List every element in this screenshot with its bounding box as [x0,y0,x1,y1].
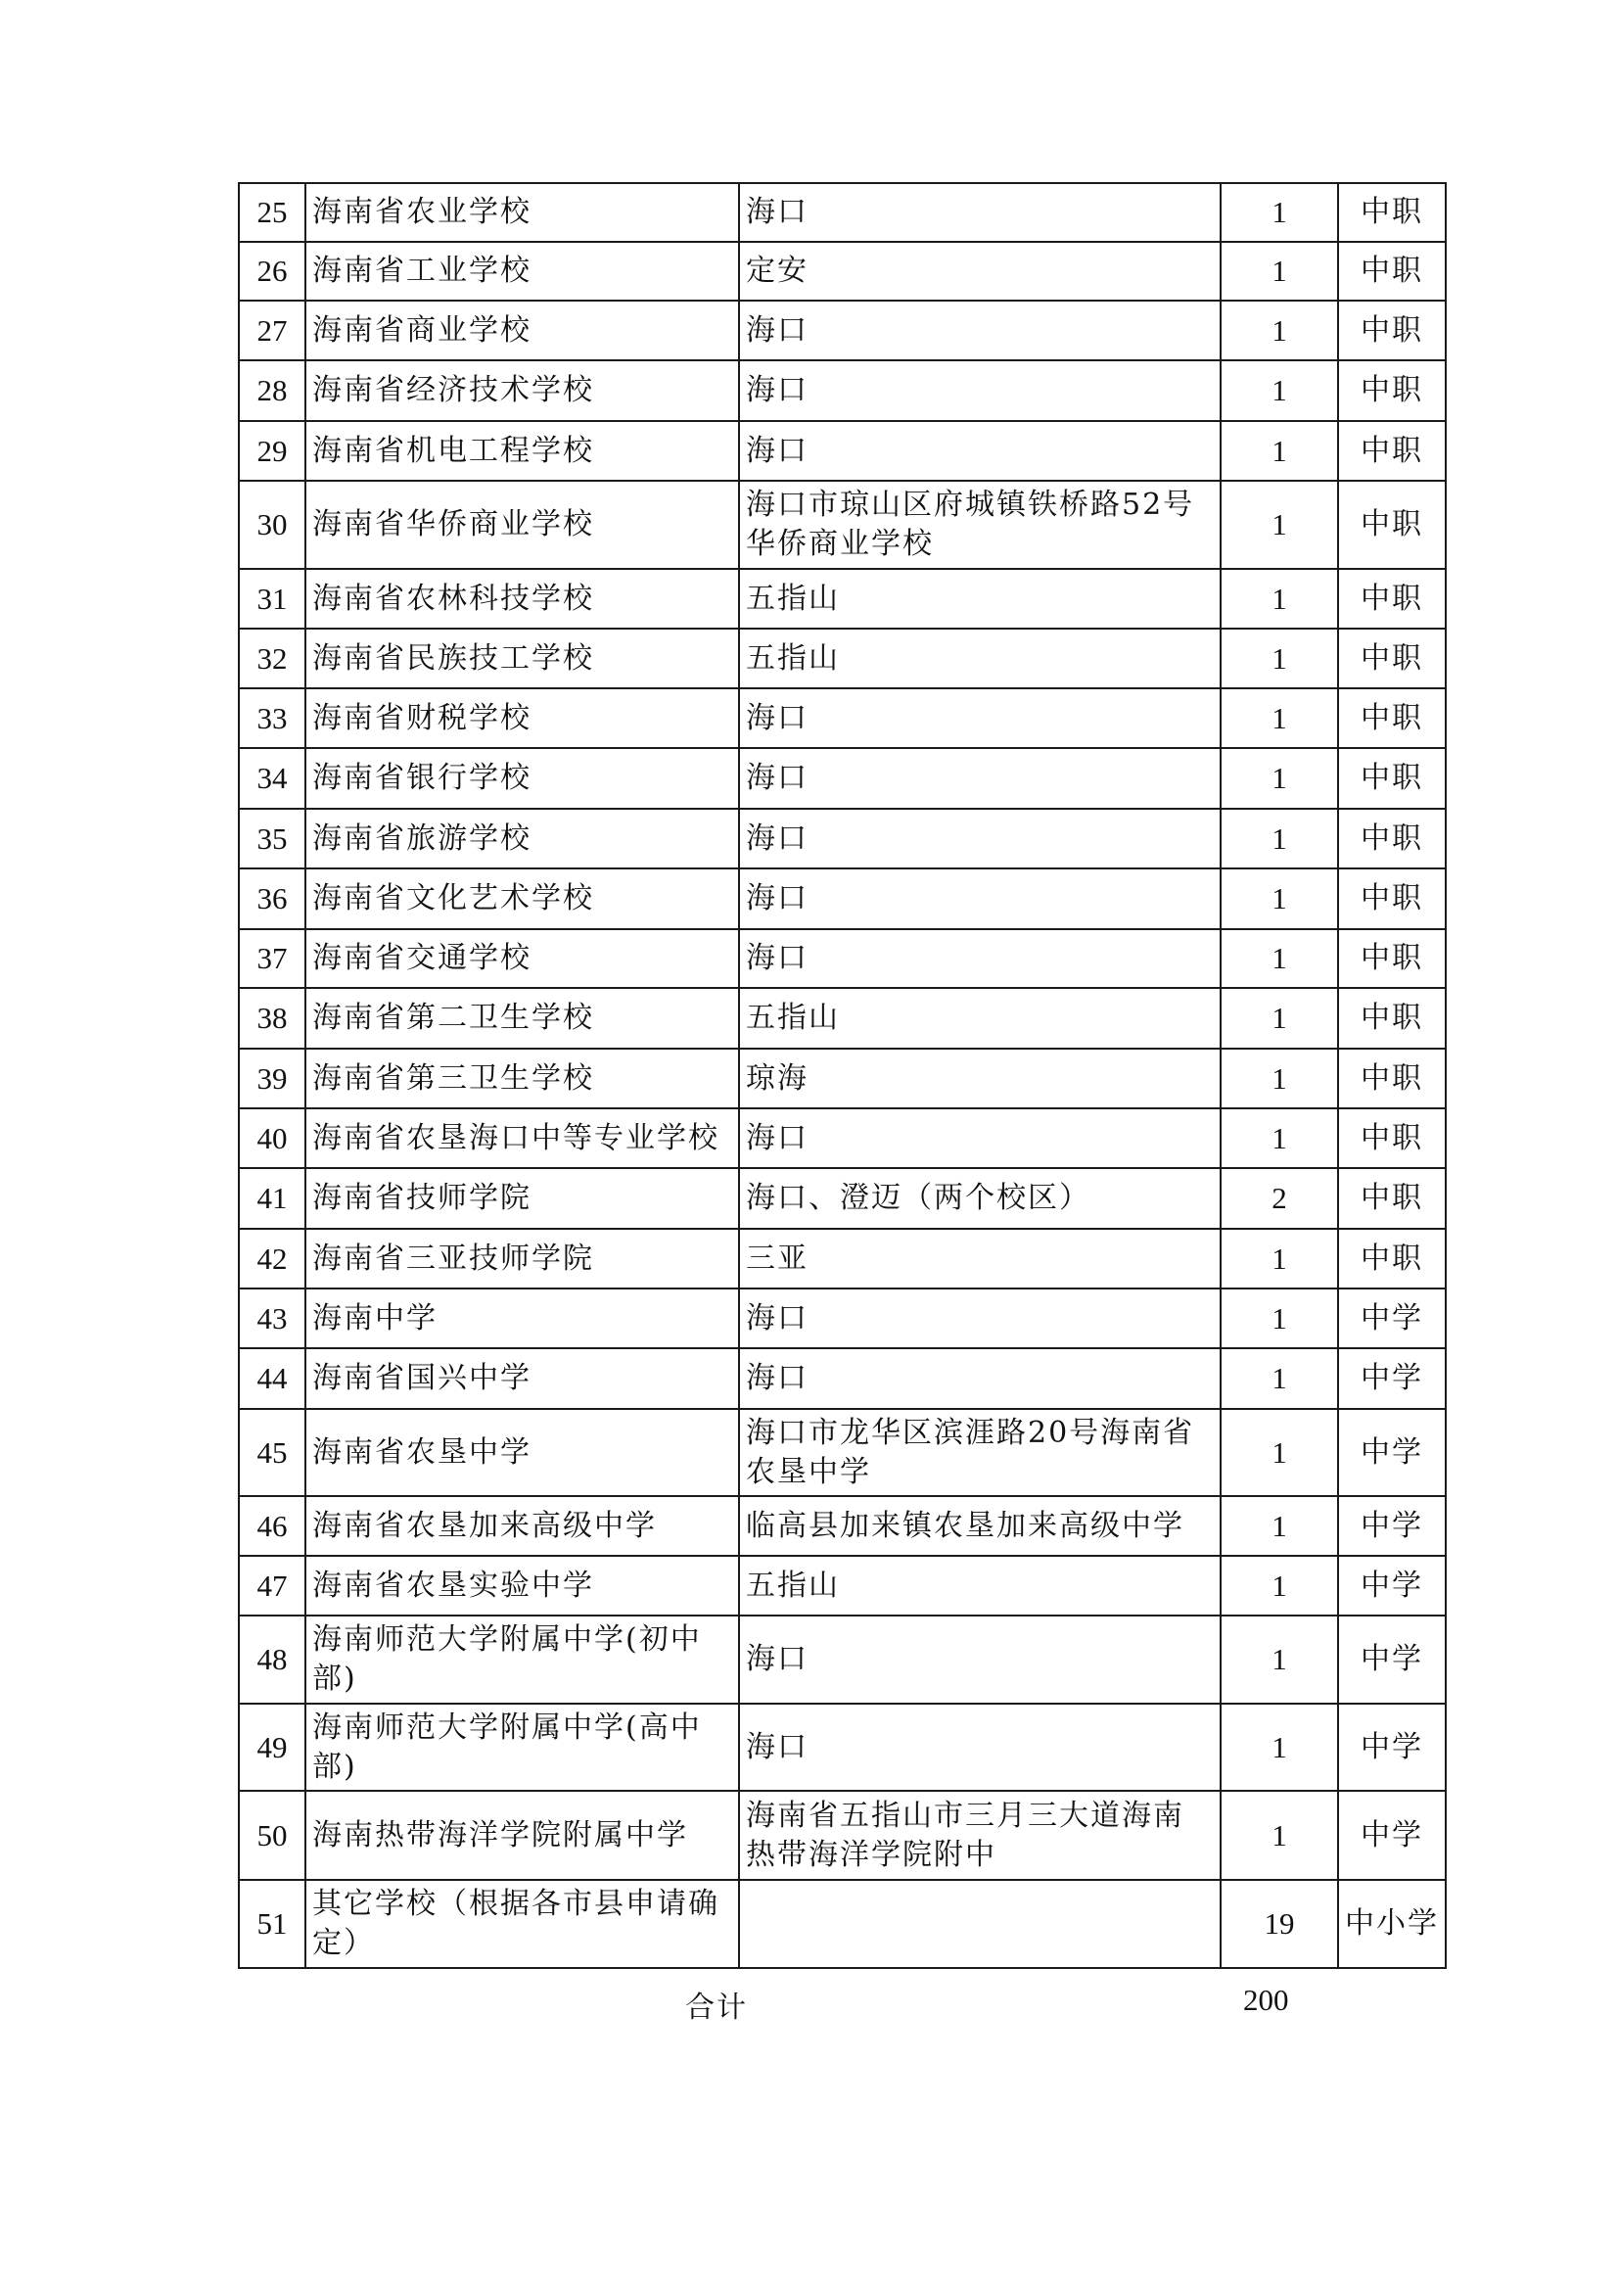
school-address-cell: 海口 [739,1108,1221,1168]
table-row [239,301,1446,360]
school-type-cell: 中职 [1338,809,1446,868]
school-type-cell: 中职 [1338,242,1446,301]
school-name-cell: 海南省国兴中学 [305,1348,739,1409]
quota-count-cell: 1 [1221,868,1338,929]
school-address-cell: 海口、澄迈（两个校区） [739,1168,1221,1229]
quota-count-cell: 1 [1221,301,1338,360]
row-number-cell: 43 [239,1289,305,1348]
school-name-cell: 海南省农垦海口中等专业学校 [305,1108,739,1168]
table-row [239,1168,1446,1229]
school-address-cell: 海口 [739,1616,1221,1704]
school-address-cell: 海口市龙华区滨涯路20号海南省农垦中学 [739,1409,1221,1496]
quota-count-cell: 1 [1221,688,1338,748]
school-address-cell [739,1880,1221,1968]
row-number-cell: 44 [239,1348,305,1409]
school-type-cell: 中学 [1338,1556,1446,1616]
school-name-cell: 其它学校（根据各市县申请确定） [305,1880,739,1968]
school-type-cell: 中学 [1338,1348,1446,1409]
school-name-cell: 海南省农垦加来高级中学 [305,1496,739,1556]
school-name-cell: 海南省财税学校 [305,688,739,748]
school-address-cell: 海口 [739,301,1221,360]
school-address-cell: 海口 [739,360,1221,421]
row-number-cell: 37 [239,929,305,988]
table-row [239,1108,1446,1168]
school-type-cell: 中职 [1338,1168,1446,1229]
school-address-cell: 海口 [739,1704,1221,1791]
school-type-cell: 中职 [1338,1108,1446,1168]
table-row [239,360,1446,421]
school-address-cell: 海口市琼山区府城镇铁桥路52号华侨商业学校 [739,481,1221,569]
row-number-cell: 42 [239,1229,305,1289]
table-row [239,688,1446,748]
school-address-cell: 海口 [739,809,1221,868]
school-type-cell: 中职 [1338,868,1446,929]
row-number-cell: 48 [239,1616,305,1704]
table-row [239,1496,1446,1556]
school-name-cell: 海南师范大学附属中学(初中部) [305,1616,739,1704]
school-address-cell: 海口 [739,183,1221,242]
school-type-cell: 中职 [1338,301,1446,360]
school-table [238,182,1447,1969]
row-number-cell: 41 [239,1168,305,1229]
quota-count-cell: 1 [1221,1704,1338,1791]
quota-count-cell: 1 [1221,1108,1338,1168]
table-row [239,748,1446,809]
school-name-cell: 海南省三亚技师学院 [305,1229,739,1289]
row-number-cell: 32 [239,629,305,688]
quota-count-cell: 1 [1221,748,1338,809]
row-number-cell: 51 [239,1880,305,1968]
school-name-cell: 海南省工业学校 [305,242,739,301]
school-address-cell: 海南省五指山市三月三大道海南热带海洋学院附中 [739,1791,1221,1880]
table-body [239,183,1446,1968]
school-name-cell: 海南省民族技工学校 [305,629,739,688]
row-number-cell: 34 [239,748,305,809]
row-number-cell: 50 [239,1791,305,1880]
total-value: 200 [1243,1983,1289,2017]
table-row [239,481,1446,569]
row-number-cell: 25 [239,183,305,242]
table-row [239,1556,1446,1616]
row-number-cell: 26 [239,242,305,301]
table-row [239,868,1446,929]
row-number-cell: 33 [239,688,305,748]
school-name-cell: 海南省农垦中学 [305,1409,739,1496]
quota-count-cell: 1 [1221,1229,1338,1289]
quota-count-cell: 1 [1221,1616,1338,1704]
row-number-cell: 36 [239,868,305,929]
table-row [239,1616,1446,1704]
school-type-cell: 中职 [1338,688,1446,748]
row-number-cell: 28 [239,360,305,421]
school-type-cell: 中学 [1338,1704,1446,1791]
quota-count-cell: 1 [1221,1791,1338,1880]
table-row [239,1289,1446,1348]
school-name-cell: 海南省机电工程学校 [305,421,739,481]
row-number-cell: 35 [239,809,305,868]
quota-count-cell: 1 [1221,242,1338,301]
table-row [239,183,1446,242]
table-row [239,1409,1446,1496]
quota-count-cell: 1 [1221,183,1338,242]
school-name-cell: 海南中学 [305,1289,739,1348]
quota-count-cell: 1 [1221,629,1338,688]
school-name-cell: 海南师范大学附属中学(高中部) [305,1704,739,1791]
row-number-cell: 46 [239,1496,305,1556]
table-row [239,242,1446,301]
school-type-cell: 中职 [1338,629,1446,688]
school-type-cell: 中学 [1338,1616,1446,1704]
school-type-cell: 中小学 [1338,1880,1446,1968]
school-address-cell: 海口 [739,1348,1221,1409]
quota-count-cell: 1 [1221,481,1338,569]
school-name-cell: 海南热带海洋学院附属中学 [305,1791,739,1880]
school-name-cell: 海南省农林科技学校 [305,569,739,629]
quota-count-cell: 1 [1221,1496,1338,1556]
school-type-cell: 中学 [1338,1289,1446,1348]
school-address-cell: 五指山 [739,988,1221,1049]
quota-count-cell: 1 [1221,1049,1338,1108]
table-row [239,929,1446,988]
table-row [239,1880,1446,1968]
school-address-cell: 定安 [739,242,1221,301]
table-row [239,421,1446,481]
school-address-cell: 海口 [739,929,1221,988]
quota-count-cell: 1 [1221,1556,1338,1616]
row-number-cell: 45 [239,1409,305,1496]
table-row [239,1348,1446,1409]
school-address-cell: 临高县加来镇农垦加来高级中学 [739,1496,1221,1556]
table-row [239,988,1446,1049]
school-type-cell: 中学 [1338,1496,1446,1556]
table-row [239,809,1446,868]
school-address-cell: 五指山 [739,629,1221,688]
school-name-cell: 海南省旅游学校 [305,809,739,868]
table-row [239,569,1446,629]
school-type-cell: 中职 [1338,748,1446,809]
row-number-cell: 27 [239,301,305,360]
school-type-cell: 中职 [1338,1229,1446,1289]
school-type-cell: 中职 [1338,481,1446,569]
row-number-cell: 29 [239,421,305,481]
row-number-cell: 38 [239,988,305,1049]
school-type-cell: 中职 [1338,569,1446,629]
school-type-cell: 中职 [1338,421,1446,481]
quota-count-cell: 1 [1221,569,1338,629]
row-number-cell: 49 [239,1704,305,1791]
row-number-cell: 47 [239,1556,305,1616]
quota-count-cell: 1 [1221,421,1338,481]
school-name-cell: 海南省交通学校 [305,929,739,988]
table-row [239,1049,1446,1108]
school-address-cell: 琼海 [739,1049,1221,1108]
school-name-cell: 海南省第三卫生学校 [305,1049,739,1108]
row-number-cell: 31 [239,569,305,629]
school-name-cell: 海南省银行学校 [305,748,739,809]
quota-count-cell: 1 [1221,1348,1338,1409]
school-address-cell: 海口 [739,688,1221,748]
school-type-cell: 中职 [1338,1049,1446,1108]
quota-count-cell: 1 [1221,929,1338,988]
school-name-cell: 海南省文化艺术学校 [305,868,739,929]
quota-count-cell: 1 [1221,809,1338,868]
table-row [239,1791,1446,1880]
row-number-cell: 30 [239,481,305,569]
school-name-cell: 海南省第二卫生学校 [305,988,739,1049]
school-type-cell: 中职 [1338,360,1446,421]
school-type-cell: 中学 [1338,1791,1446,1880]
school-name-cell: 海南省经济技术学校 [305,360,739,421]
row-number-cell: 40 [239,1108,305,1168]
school-address-cell: 海口 [739,748,1221,809]
quota-count-cell: 1 [1221,1289,1338,1348]
school-address-cell: 三亚 [739,1229,1221,1289]
table-row [239,629,1446,688]
school-address-cell: 海口 [739,421,1221,481]
quota-count-cell: 2 [1221,1168,1338,1229]
school-type-cell: 中职 [1338,183,1446,242]
quota-count-cell: 1 [1221,360,1338,421]
table-row [239,1704,1446,1791]
school-type-cell: 中职 [1338,988,1446,1049]
quota-count-cell: 19 [1221,1880,1338,1968]
school-address-cell: 海口 [739,868,1221,929]
school-address-cell: 海口 [739,1289,1221,1348]
school-address-cell: 五指山 [739,569,1221,629]
quota-count-cell: 1 [1221,1409,1338,1496]
school-type-cell: 中学 [1338,1409,1446,1496]
school-name-cell: 海南省华侨商业学校 [305,481,739,569]
school-type-cell: 中职 [1338,929,1446,988]
school-name-cell: 海南省技师学院 [305,1168,739,1229]
row-number-cell: 39 [239,1049,305,1108]
total-label: 合计 [685,1991,748,2025]
quota-count-cell: 1 [1221,988,1338,1049]
school-name-cell: 海南省农垦实验中学 [305,1556,739,1616]
table-row [239,1229,1446,1289]
school-name-cell: 海南省农业学校 [305,183,739,242]
school-address-cell: 五指山 [739,1556,1221,1616]
school-name-cell: 海南省商业学校 [305,301,739,360]
